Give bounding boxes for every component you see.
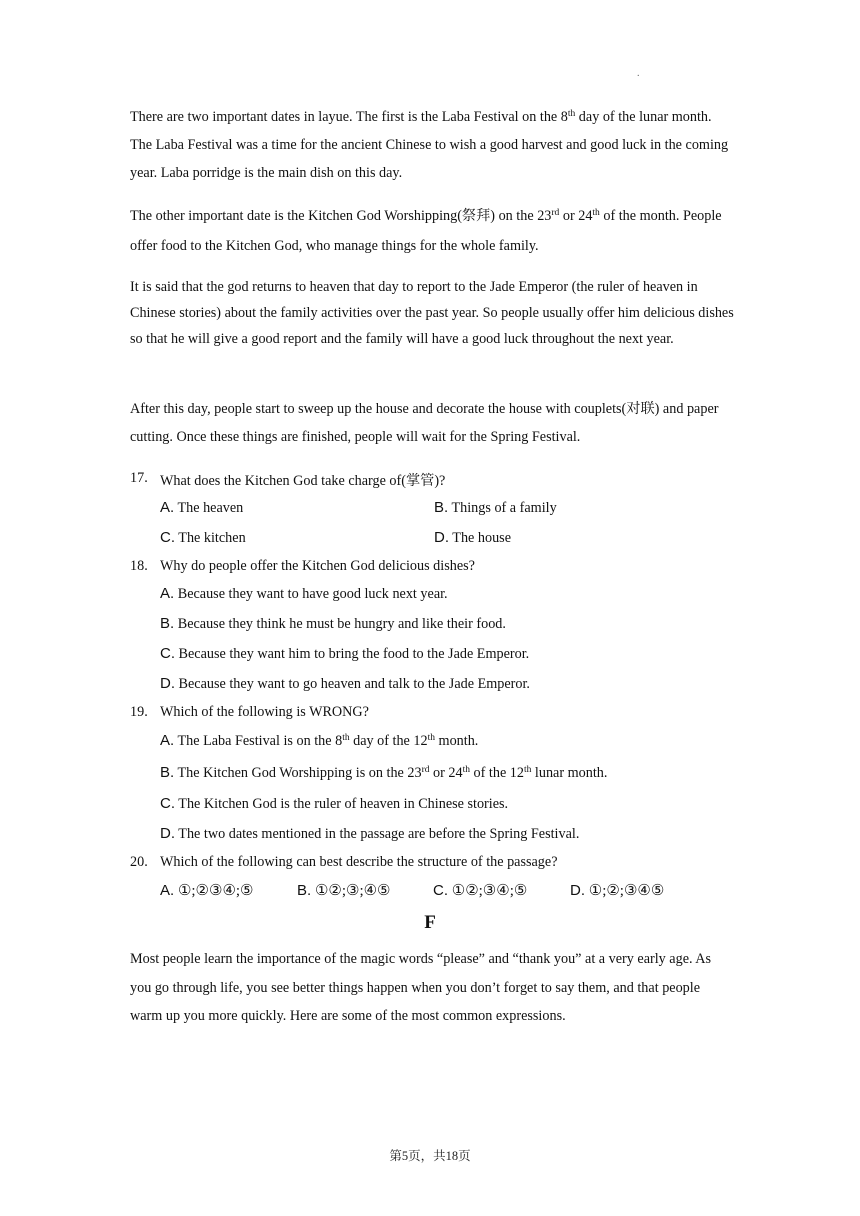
superscript: rd: [421, 765, 430, 775]
passage-text: day of the lunar month. The Laba Festival was a time for the ancient Chinese to wish a good harvest and good luck in the coming year. Laba porridge is the main dish on this day.: [130, 109, 729, 181]
option-letter: B.: [297, 882, 312, 899]
option-text: The Kitchen God Worshipping is on the 23: [177, 765, 422, 781]
option-text: of the 12: [470, 765, 524, 781]
option-letter: B.: [434, 499, 449, 516]
q18-option-c[interactable]: [160, 645, 529, 663]
passage-paragraph-2: [130, 201, 735, 261]
option-letter: C.: [160, 529, 175, 546]
option-letter: D.: [434, 529, 449, 546]
option-text: Things of a family: [451, 500, 557, 516]
question-number: 17.: [130, 470, 148, 486]
q18-option-d[interactable]: [160, 675, 530, 693]
option-text: or 24: [429, 765, 463, 781]
superscript: th: [462, 765, 470, 775]
question-number: 19.: [130, 704, 148, 720]
section-f-paragraph: [130, 945, 735, 1031]
option-letter: B.: [160, 615, 175, 632]
passage-paragraph-1: [130, 103, 735, 187]
question-text: Which of the following is WRONG?: [160, 704, 369, 720]
option-letter: A.: [160, 882, 175, 899]
passage-text: Most people learn the importance of the magic words “please” and “thank you” at a very early age. As you go through life, you see better things happen when you don’t forget to say them, and that people warm up you more quickly. Here are some of the most common expressions.: [130, 951, 712, 1024]
q17-option-b[interactable]: [434, 499, 557, 517]
passage-text: The other important date is the Kitchen God Worshipping(祭拜) on the 23: [130, 208, 552, 224]
option-letter: A.: [160, 732, 175, 749]
option-letter: C.: [433, 882, 448, 899]
question-text: Which of the following can best describe the structure of the passage?: [160, 854, 558, 870]
passage-paragraph-4: [130, 395, 735, 451]
passage-text: After this day, people start to sweep up the house and decorate the house with couplets(对联) and paper cutting. Once these things are finished, people will wait for the Spring Festival.: [130, 401, 719, 445]
option-text: Because they want him to bring the food to the Jade Emperor.: [178, 646, 530, 662]
option-text: The Kitchen God is the ruler of heaven in Chinese stories.: [178, 796, 509, 812]
q19-option-b[interactable]: [160, 764, 607, 782]
q20-option-d[interactable]: [570, 881, 664, 900]
q19-option-d[interactable]: [160, 825, 579, 843]
section-heading-f: F: [424, 912, 436, 933]
option-text: The heaven: [177, 500, 244, 516]
question-number: 20.: [130, 854, 148, 870]
q17-option-c[interactable]: [160, 529, 246, 547]
q18-option-a[interactable]: [160, 585, 448, 603]
passage-text: or 24: [559, 208, 593, 224]
option-text: The kitchen: [178, 530, 246, 546]
q18-option-b[interactable]: [160, 615, 506, 633]
superscript: th: [427, 733, 435, 743]
q19-option-a[interactable]: [160, 732, 478, 750]
option-letter: C.: [160, 795, 175, 812]
option-letter: D.: [160, 825, 175, 842]
option-letter: B.: [160, 764, 175, 781]
option-text: The house: [452, 530, 512, 546]
question-text: What does the Kitchen God take charge of(掌管)?: [160, 473, 446, 489]
option-text: The Laba Festival is on the 8: [177, 733, 343, 749]
option-text: ①②;③④;⑤: [451, 883, 528, 899]
option-text: day of the 12: [349, 733, 428, 749]
passage-text: of the month. People offer food to the Kitchen God, who manage things for the whole family.: [130, 208, 722, 254]
q19-option-c[interactable]: [160, 795, 508, 813]
passage-paragraph-3: [130, 274, 735, 352]
passage-text: There are two important dates in layue. The first is the Laba Festival on the 8: [130, 109, 568, 125]
option-text: The two dates mentioned in the passage are before the Spring Festival.: [178, 826, 580, 842]
passage-text: It is said that the god returns to heaven that day to report to the Jade Emperor (the ruler of heaven in Chinese stories) about the family activities over the past year. So people usually offer him delicious dishes so that he will give a good report and the family will have a good luck throughout the next year.: [130, 279, 734, 347]
superscript: th: [523, 765, 532, 775]
option-text: ①②;③;④⑤: [314, 883, 391, 899]
option-letter: A.: [160, 499, 175, 516]
superscript: th: [592, 208, 600, 218]
option-letter: A.: [160, 585, 175, 602]
q20-option-c[interactable]: [433, 881, 527, 900]
question-text: Why do people offer the Kitchen God delicious dishes?: [160, 558, 475, 574]
option-letter: D.: [570, 882, 585, 899]
header-mark: .: [637, 68, 640, 79]
option-text: Because they want to go heaven and talk to the Jade Emperor.: [178, 676, 530, 692]
option-text: Because they think he must be hungry and like their food.: [177, 616, 506, 632]
superscript: rd: [551, 208, 560, 218]
option-text: Because they want to have good luck next year.: [177, 586, 448, 602]
q17-option-d[interactable]: [434, 529, 511, 547]
question-number: 18.: [130, 558, 148, 574]
superscript: th: [567, 109, 576, 119]
superscript: th: [342, 733, 350, 743]
option-letter: D.: [160, 675, 175, 692]
option-text: ①;②③④;⑤: [177, 883, 254, 899]
option-text: month.: [434, 733, 479, 749]
option-text: ①;②;③④⑤: [588, 883, 665, 899]
option-letter: C.: [160, 645, 175, 662]
q20-option-a[interactable]: [160, 881, 254, 900]
option-text: lunar month.: [531, 765, 608, 781]
q20-option-b[interactable]: [297, 881, 391, 900]
page-footer: 第5页，共18页: [389, 1149, 471, 1163]
q17-option-a[interactable]: [160, 499, 243, 517]
